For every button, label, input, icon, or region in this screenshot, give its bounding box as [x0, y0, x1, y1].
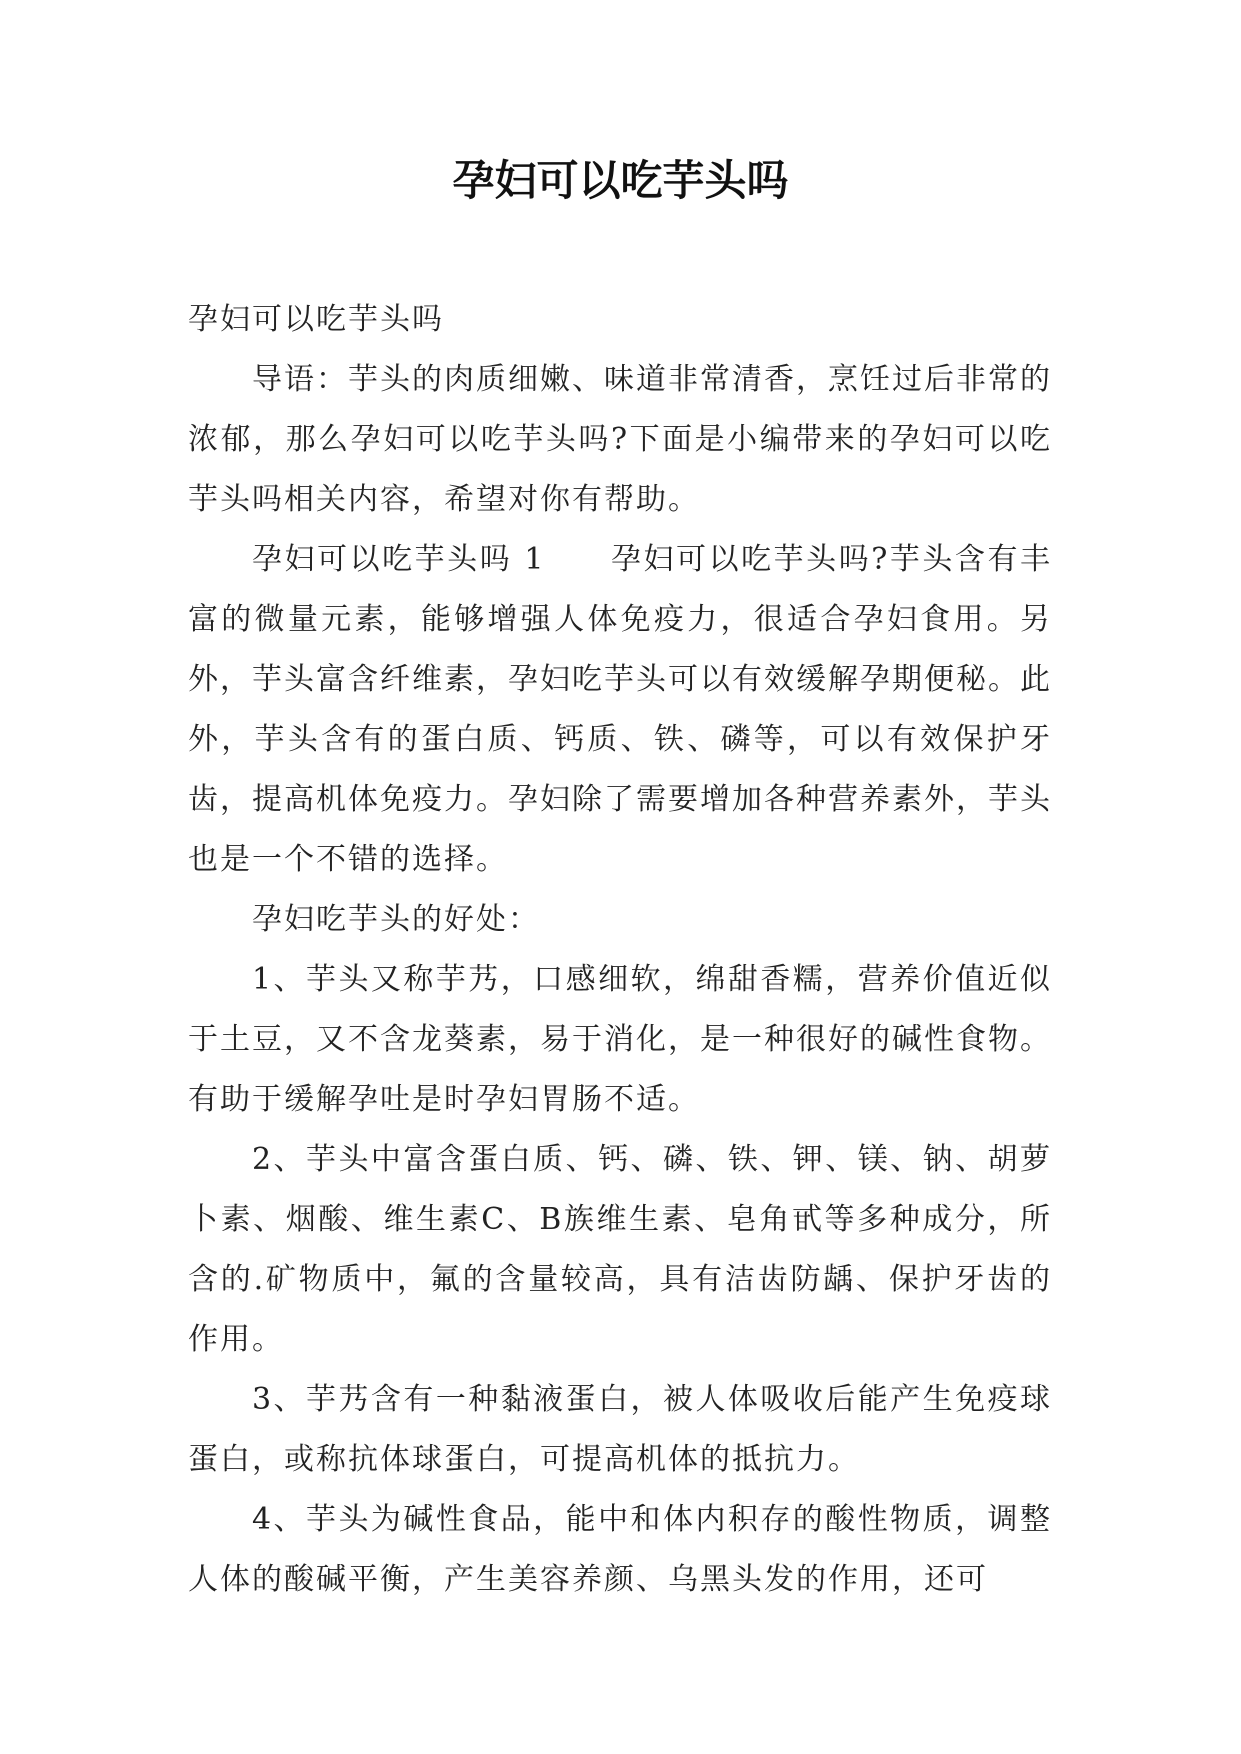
- benefit-item-4: 4、芋头为碱性食品，能中和体内积存的酸性物质，调整人体的酸碱平衡，产生美容养颜、乌黑头发的作用，还可: [188, 1502, 1052, 1597]
- benefit-item-3: 3、芋艿含有一种黏液蛋白，被人体吸收后能产生免疫球蛋白，或称抗体球蛋白，可提高机体的抵抗力。: [188, 1382, 1052, 1477]
- benefits-heading: 孕妇吃芋头的好处：: [252, 902, 540, 937]
- document-title: 孕妇可以吃芋头吗: [452, 156, 789, 205]
- section-heading: 孕妇可以吃芋头吗: [188, 302, 444, 337]
- benefit-item-1: 1、芋头又称芋艿，口感细软，绵甜香糯，营养价值近似于土豆，又不含龙葵素，易于消化，是一种很好的碱性食物。有助于缓解孕吐是时孕妇胃肠不适。: [188, 962, 1052, 1117]
- intro-paragraph: 导语：芋头的肉质细嫩、味道非常清香，烹饪过后非常的浓郁，那么孕妇可以吃芋头吗?下面是小编带来的孕妇可以吃芋头吗相关内容，希望对你有帮助。: [188, 362, 1052, 517]
- body-paragraph: 孕妇可以吃芋头吗 1 孕妇可以吃芋头吗?芋头含有丰富的微量元素，能够增强人体免疫力，很适合孕妇食用。另外，芋头富含纤维素，孕妇吃芋头可以有效缓解孕期便秘。此外，芋头含有的蛋白质、钙质、铁、磷等，可以有效保护牙齿，提高机体免疫力。孕妇除了需要增加各种营养素外，芋头也是一个不错的选择。: [188, 542, 1052, 877]
- benefit-item-2: 2、芋头中富含蛋白质、钙、磷、铁、钾、镁、钠、胡萝卜素、烟酸、维生素C、B族维生素、皂角甙等多种成分，所含的.矿物质中，氟的含量较高，具有洁齿防龋、保护牙齿的作用。: [188, 1142, 1052, 1357]
- document-body: [188, 290, 1052, 1610]
